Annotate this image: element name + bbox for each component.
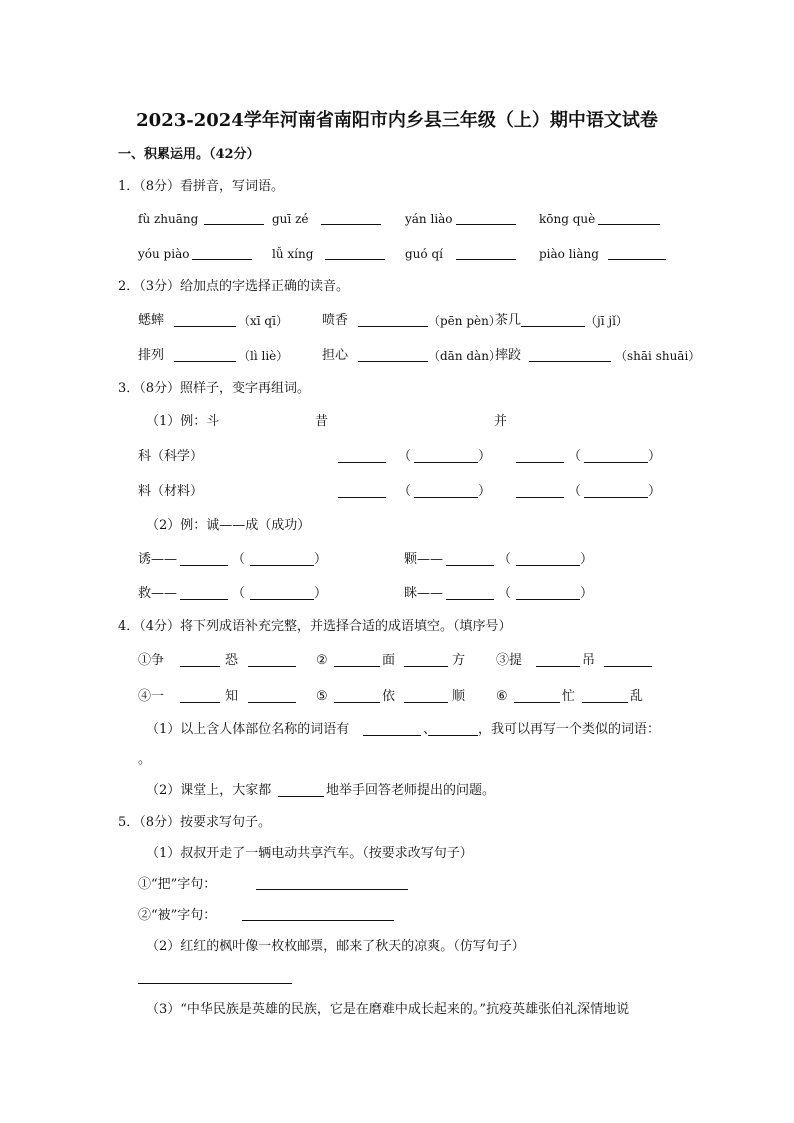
idiom-5-char: 依 xyxy=(382,689,396,704)
paren-open: （ xyxy=(498,552,512,567)
answer-blank[interactable] xyxy=(250,565,314,566)
answer-blank[interactable] xyxy=(204,224,264,225)
idiom-5-char: 顺 xyxy=(452,689,466,704)
paren-open: （ xyxy=(232,552,246,567)
example-label: （1）例：斗 xyxy=(146,414,220,429)
idiom-1-char: 恐 xyxy=(225,653,239,668)
answer-blank[interactable] xyxy=(604,666,652,667)
idiom-2-char: 面 xyxy=(382,653,396,668)
paren-close: ） xyxy=(580,552,594,567)
paren-open: （ xyxy=(568,449,582,464)
question-4-stem: 4．（4分）将下列成语补充完整，并选择合适的成语填空。（填序号） xyxy=(118,619,512,634)
paren-open: （ xyxy=(498,586,512,601)
idiom-2: ② xyxy=(316,653,328,668)
answer-blank[interactable] xyxy=(338,462,386,463)
answer-blank[interactable] xyxy=(248,702,296,703)
answer-blank[interactable] xyxy=(536,666,580,667)
pinyin-7: guó qí xyxy=(405,247,443,261)
question-5-stem: 5．（8分）按要求写句子。 xyxy=(118,815,272,830)
answer-line[interactable] xyxy=(242,920,394,921)
answer-blank[interactable] xyxy=(180,702,220,703)
reading-options: （pēn pèn） xyxy=(428,314,501,328)
idiom-5: ⑤ xyxy=(316,689,328,704)
pinyin-1: fù zhuāng xyxy=(138,212,199,226)
idiom-3-char: 吊 xyxy=(582,653,596,668)
answer-blank[interactable] xyxy=(174,326,236,327)
char-prompt: 眯—— xyxy=(404,586,444,601)
answer-blank[interactable] xyxy=(250,599,314,600)
q5-sub3: （3）“中华民族是英雄的民族，它是在磨难中成长起来的。”抗疫英雄张伯礼深情地说 xyxy=(146,1002,630,1017)
answer-blank[interactable] xyxy=(608,259,666,260)
answer-blank[interactable] xyxy=(582,702,628,703)
answer-blank[interactable] xyxy=(334,702,380,703)
answer-blank[interactable] xyxy=(248,666,296,667)
pinyin-3: yán liào xyxy=(405,212,453,226)
reading-options: （xī qī） xyxy=(238,314,288,328)
paren-close: ） xyxy=(580,586,594,601)
reading-options: （lì liè） xyxy=(238,349,289,363)
idiom-6-char: 乱 xyxy=(630,689,644,704)
answer-blank[interactable] xyxy=(321,224,381,225)
answer-blank[interactable] xyxy=(278,796,324,797)
char-prompt: 颗—— xyxy=(404,552,444,567)
page-title: 2023-2024学年河南省南阳市内乡县三年级（上）期中语文试卷 xyxy=(136,110,658,131)
paren-open: （ xyxy=(398,449,412,464)
paren-open: （ xyxy=(232,586,246,601)
reading-options: （shāi shuāi） xyxy=(615,349,701,363)
word: 摔跤 xyxy=(495,348,522,363)
word: 排列 xyxy=(138,348,165,363)
paren-open: （ xyxy=(398,484,412,499)
answer-blank[interactable] xyxy=(446,599,494,600)
paren-close: ） xyxy=(314,552,328,567)
answer-blank[interactable] xyxy=(516,565,580,566)
answer-line[interactable] xyxy=(138,983,292,984)
answer-blank[interactable] xyxy=(516,599,580,600)
idiom-1: ①争 xyxy=(138,653,165,668)
idiom-4: ④一 xyxy=(138,689,165,704)
example-label: （2）例：诚——成（成功） xyxy=(146,518,311,533)
answer-blank[interactable] xyxy=(516,497,564,498)
example-word: 料（材料） xyxy=(138,484,204,499)
question-3-stem: 3．（8分）照样子，变字再组词。 xyxy=(118,381,311,396)
paren-close: ） xyxy=(478,449,492,464)
q5-sub1-a: ①“把”字句： xyxy=(138,877,217,892)
pinyin-5: yóu piào xyxy=(138,247,190,261)
pinyin-6: lǚ xíng xyxy=(272,247,314,261)
answer-blank[interactable] xyxy=(174,361,236,362)
question-1-stem: 1．（8分）看拼音，写词语。 xyxy=(118,179,285,194)
paren-close: ） xyxy=(648,484,662,499)
answer-blank[interactable] xyxy=(584,497,648,498)
q5-sub2: （2）红红的枫叶像一枚枚邮票，邮来了秋天的凉爽。（仿写句子） xyxy=(146,939,525,954)
word: 喷香 xyxy=(322,313,349,328)
answer-blank[interactable] xyxy=(192,259,252,260)
answer-blank[interactable] xyxy=(358,361,428,362)
idiom-2-char: 方 xyxy=(452,653,466,668)
answer-blank[interactable] xyxy=(180,599,228,600)
answer-blank[interactable] xyxy=(363,735,421,736)
answer-blank[interactable] xyxy=(446,565,494,566)
idiom-4-char: 知 xyxy=(225,689,239,704)
word: 茶几 xyxy=(495,313,522,328)
answer-blank[interactable] xyxy=(414,497,478,498)
section-heading: 一、积累运用。（42分） xyxy=(118,147,260,162)
answer-blank[interactable] xyxy=(514,702,560,703)
answer-blank[interactable] xyxy=(325,259,385,260)
answer-blank[interactable] xyxy=(414,462,478,463)
pinyin-4: kōng què xyxy=(539,212,596,226)
answer-blank[interactable] xyxy=(404,702,448,703)
q4-sub1-end: 。 xyxy=(138,752,152,767)
paren-close: ） xyxy=(314,586,328,601)
pinyin-8: piào liàng xyxy=(539,247,599,261)
answer-blank[interactable] xyxy=(358,326,428,327)
example-word: 科（科学） xyxy=(138,449,204,464)
answer-blank[interactable] xyxy=(180,666,220,667)
q4-sub2-tail: 地举手回答老师提出的问题。 xyxy=(326,783,496,798)
q4-sub1-tail: ，我可以再写一个类似的词语： xyxy=(478,722,661,737)
answer-blank[interactable] xyxy=(428,735,478,736)
reading-options: （jī jǐ） xyxy=(585,314,628,328)
question-2-stem: 2．（3分）给加点的字选择正确的读音。 xyxy=(118,279,350,294)
answer-blank[interactable] xyxy=(334,666,380,667)
column-head: 并 xyxy=(494,414,508,429)
answer-blank[interactable] xyxy=(584,462,648,463)
answer-line[interactable] xyxy=(256,889,408,890)
reading-options: （dān dàn） xyxy=(428,349,501,363)
paren-close: ） xyxy=(478,484,492,499)
idiom-3: ③提 xyxy=(496,653,523,668)
answer-blank[interactable] xyxy=(404,666,448,667)
q4-sub1-text: （1）以上含人体部位名称的词语有 xyxy=(146,722,350,737)
q5-sub1-b: ②“被”字句： xyxy=(138,908,217,923)
paren-close: ） xyxy=(648,449,662,464)
separator: 、 xyxy=(423,722,437,737)
pinyin-2: guī zé xyxy=(272,212,309,226)
answer-blank[interactable] xyxy=(521,326,585,327)
answer-blank[interactable] xyxy=(598,224,660,225)
char-prompt: 救—— xyxy=(138,586,178,601)
q5-sub1: （1）叔叔开走了一辆电动共享汽车。（按要求改写句子） xyxy=(146,846,473,861)
answer-blank[interactable] xyxy=(180,565,228,566)
answer-blank[interactable] xyxy=(338,497,386,498)
word: 蟋蟀 xyxy=(138,313,165,328)
column-head: 昔 xyxy=(315,414,329,429)
paren-open: （ xyxy=(568,484,582,499)
answer-blank[interactable] xyxy=(456,224,516,225)
q4-sub2-text: （2）课堂上，大家都 xyxy=(146,783,272,798)
idiom-6-char: 忙 xyxy=(562,689,576,704)
answer-blank[interactable] xyxy=(516,462,564,463)
idiom-6: ⑥ xyxy=(496,689,508,704)
answer-blank[interactable] xyxy=(529,361,611,362)
word: 担心 xyxy=(322,348,349,363)
char-prompt: 诱—— xyxy=(138,552,178,567)
answer-blank[interactable] xyxy=(456,259,516,260)
